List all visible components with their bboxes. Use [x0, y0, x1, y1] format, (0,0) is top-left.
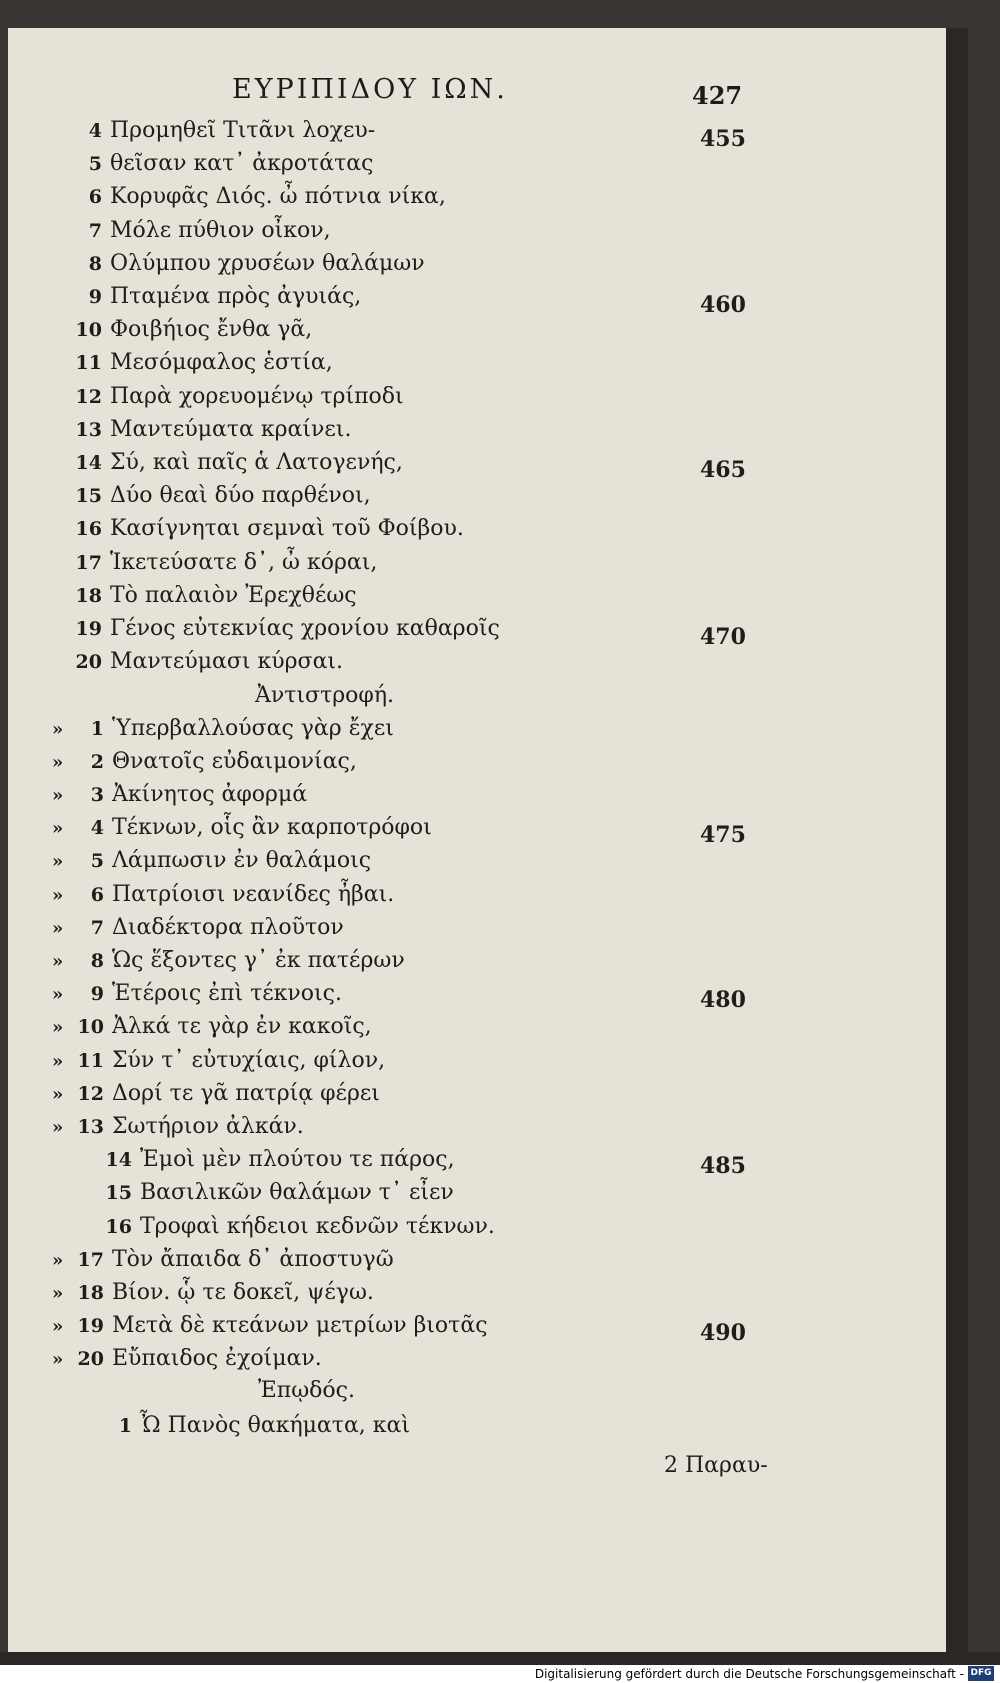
line-ref: 480 [700, 987, 746, 1013]
verse-line [72, 118, 375, 148]
line-number: 15 [105, 1182, 132, 1204]
quote-mark: » [52, 1017, 64, 1038]
line-number: 7 [90, 917, 104, 939]
verse-text: Ὡς ἕξοντες γ᾽ ἐκ πατέρων [112, 948, 405, 973]
verse-line [80, 1214, 495, 1244]
quote-mark: » [52, 719, 64, 740]
line-number: 8 [88, 253, 102, 275]
verse-line [72, 350, 333, 380]
line-number: 1 [118, 1415, 132, 1437]
verse-line [52, 915, 344, 945]
line-number: 11 [77, 1050, 104, 1072]
line-number: 6 [88, 186, 102, 208]
line-number: 1 [90, 718, 104, 740]
verse-text: Κορυφᾶς Διός. ὦ πότνια νίκα, [110, 184, 446, 209]
verse-text: Φοιβήιος ἔνθα γᾶ, [110, 317, 313, 342]
verse-text: Ἀκίνητος ἀφορμά [112, 782, 308, 807]
verse-text: Ὑπερβαλλούσας γὰρ ἔχει [112, 716, 394, 741]
quote-mark: » [52, 984, 64, 1005]
verse-line [72, 284, 361, 314]
quote-mark: » [52, 918, 64, 939]
quote-mark: » [52, 1084, 64, 1105]
line-ref: 485 [700, 1153, 746, 1179]
line-number: 20 [77, 1348, 104, 1370]
verse-line [72, 384, 404, 414]
verse-line [72, 151, 373, 181]
line-ref: 465 [700, 457, 746, 483]
verse-text: Ἱκετεύσατε δ᾽, ὦ κόραι, [110, 550, 378, 575]
line-number: 19 [77, 1315, 104, 1337]
verse-line [72, 516, 464, 546]
section-heading-epode: Ἐπῳδός. [258, 1378, 355, 1403]
line-number: 16 [105, 1216, 132, 1238]
line-number: 5 [88, 153, 102, 175]
verse-text: Δύο θεαὶ δύο παρθένοι, [110, 483, 371, 508]
verse-text: Μετὰ δὲ κτεάνων μετρίων βιοτᾶς [112, 1313, 488, 1338]
verse-line [52, 1280, 374, 1310]
verse-line [52, 948, 405, 978]
line-number: 4 [88, 120, 102, 142]
line-number: 10 [77, 1016, 104, 1038]
verse-line [52, 1247, 394, 1277]
verse-text: Ἑτέροις ἐπὶ τέκνοις. [112, 981, 342, 1006]
line-ref: 490 [700, 1320, 746, 1346]
verse-line [72, 583, 357, 613]
verse-line [52, 716, 394, 746]
verse-text: Ὦ Πανὸς θακήματα, καὶ [140, 1413, 411, 1438]
verse-text: Τροφαὶ κήδειοι κεδνῶν τέκνων. [140, 1214, 495, 1239]
line-ref: 460 [700, 292, 746, 318]
footer-credit: Digitalisierung gefördert durch die Deutsche Forschungsgemeinschaft - [534, 1667, 964, 1681]
line-number: 20 [75, 651, 102, 673]
verse-text: Σύν τ᾽ εὐτυχίαις, φίλον, [112, 1048, 386, 1073]
verse-text: Ἀλκά τε γὰρ ἐν κακοῖς, [112, 1014, 372, 1039]
line-number: 8 [90, 950, 104, 972]
quote-mark: » [52, 818, 64, 839]
line-number: 10 [75, 319, 102, 341]
verse-text: Εὔπαιδος ἐχοίμαν. [112, 1346, 322, 1371]
verse-line [72, 616, 500, 646]
verse-text: Πταμένα πρὸς ἀγυιάς, [110, 284, 362, 309]
quote-mark: » [52, 1250, 64, 1271]
line-number: 13 [75, 419, 102, 441]
verse-line [52, 749, 357, 779]
quote-mark: » [52, 951, 64, 972]
verse-text: Λάμπωσιν ἐν θαλάμοις [112, 848, 372, 873]
verse-line [52, 1048, 385, 1078]
quote-mark: » [52, 885, 64, 906]
verse-line [52, 1114, 304, 1144]
line-number: 15 [75, 485, 102, 507]
verse-text: Σύ, καὶ παῖς ἁ Λατογενής, [110, 450, 403, 475]
quote-mark: » [52, 785, 64, 806]
verse-text: Βίον. ᾧ τε δοκεῖ, ψέγω. [112, 1280, 374, 1305]
verse-text: Γένος εὐτεκνίας χρονίου καθαροῖς [110, 616, 500, 641]
quote-mark: » [52, 851, 64, 872]
verse-line [52, 1313, 488, 1343]
verse-text: Σωτήριον ἀλκάν. [112, 1114, 304, 1139]
line-number: 19 [75, 618, 102, 640]
line-number: 14 [75, 452, 102, 474]
verse-line [72, 417, 351, 447]
catchword: 2 Παραυ- [664, 1453, 768, 1478]
line-number: 17 [77, 1249, 104, 1271]
section-heading-antistrophe: Ἀντιστροφή. [255, 683, 395, 708]
line-ref: 475 [700, 822, 746, 848]
line-number: 3 [90, 784, 104, 806]
verse-text: Ἐμοὶ μὲν πλούτου τε πάρος, [140, 1147, 455, 1172]
verse-line [80, 1413, 410, 1443]
verse-text: Τὸ παλαιὸν Ἐρεχθέως [110, 583, 357, 608]
quote-mark: » [52, 1349, 64, 1370]
verse-line [52, 882, 394, 912]
verse-line [52, 782, 307, 812]
line-number: 5 [90, 850, 104, 872]
verse-text: Ολύμπου χρυσέων θαλάμων [110, 251, 425, 276]
verse-line [52, 815, 432, 845]
line-number: 6 [90, 884, 104, 906]
verse-line [80, 1147, 455, 1177]
verse-line [72, 450, 403, 480]
quote-mark: » [52, 1316, 64, 1337]
verse-line [72, 251, 425, 281]
verse-text: Μαντεύμασι κύρσαι. [110, 649, 344, 674]
line-number: 12 [75, 386, 102, 408]
verse-text: Τὸν ἄπαιδα δ᾽ ἀποστυγῶ [112, 1247, 394, 1272]
quote-mark: » [52, 1051, 64, 1072]
verse-line [72, 649, 343, 679]
verse-text: Προμηθεῖ Τιτᾶνι λοχευ- [110, 118, 376, 143]
verse-line [52, 1014, 372, 1044]
line-number: 11 [75, 352, 102, 374]
line-number: 18 [77, 1282, 104, 1304]
line-number: 9 [88, 286, 102, 308]
verse-line [52, 1081, 380, 1111]
verse-line [52, 1346, 322, 1376]
line-number: 18 [75, 585, 102, 607]
line-ref: 455 [700, 126, 746, 152]
verse-text: Μεσόμφαλος ἑστία, [110, 350, 333, 375]
verse-line [80, 1180, 454, 1210]
quote-mark: » [52, 1117, 64, 1138]
verse-text: θεῖσαν κατ᾽ ἀκροτάτας [110, 151, 374, 176]
verse-line [52, 848, 371, 878]
page-bottom-edge [0, 1652, 1000, 1665]
verse-text: Διαδέκτορα πλοῦτον [112, 915, 344, 940]
verse-text: Δορί τε γᾶ πατρίᾳ φέρει [112, 1081, 380, 1106]
verse-line [72, 317, 312, 347]
verse-line [72, 184, 446, 214]
verse-text: Μόλε πύθιον οἶκον, [110, 218, 331, 243]
verse-text: Παρὰ χορευομένῳ τρίποδι [110, 384, 404, 409]
verse-text: Πατρίοισι νεανίδες ἦβαι. [112, 882, 395, 907]
line-number: 4 [90, 817, 104, 839]
line-number: 17 [75, 552, 102, 574]
verse-line [52, 981, 342, 1011]
verse-line [72, 218, 331, 248]
dfg-logo: DFG [968, 1666, 994, 1681]
line-number: 13 [77, 1116, 104, 1138]
running-title: ΕΥΡΙΠΙΔΟΥ ΙΩΝ. [232, 74, 508, 105]
line-number: 9 [90, 983, 104, 1005]
quote-mark: » [52, 1283, 64, 1304]
verse-text: Μαντεύματα κραίνει. [110, 417, 352, 442]
line-number: 2 [90, 751, 104, 773]
verse-text: Κασίγνηται σεμναὶ τοῦ Φοίβου. [110, 516, 464, 541]
line-number: 12 [77, 1083, 104, 1105]
quote-mark: » [52, 752, 64, 773]
verse-text: Βασιλικῶν θαλάμων τ᾽ εἶεν [140, 1180, 454, 1205]
line-number: 14 [105, 1149, 132, 1171]
line-number: 16 [75, 518, 102, 540]
verse-line [72, 483, 371, 513]
page-number: 427 [692, 81, 743, 110]
verse-text: Θνατοῖς εὐδαιμονίας, [112, 749, 357, 774]
verse-text: Τέκνων, οἷς ἂν καρποτρόφοι [112, 815, 432, 840]
line-ref: 470 [700, 624, 746, 650]
line-number: 7 [88, 220, 102, 242]
verse-line [72, 550, 377, 580]
